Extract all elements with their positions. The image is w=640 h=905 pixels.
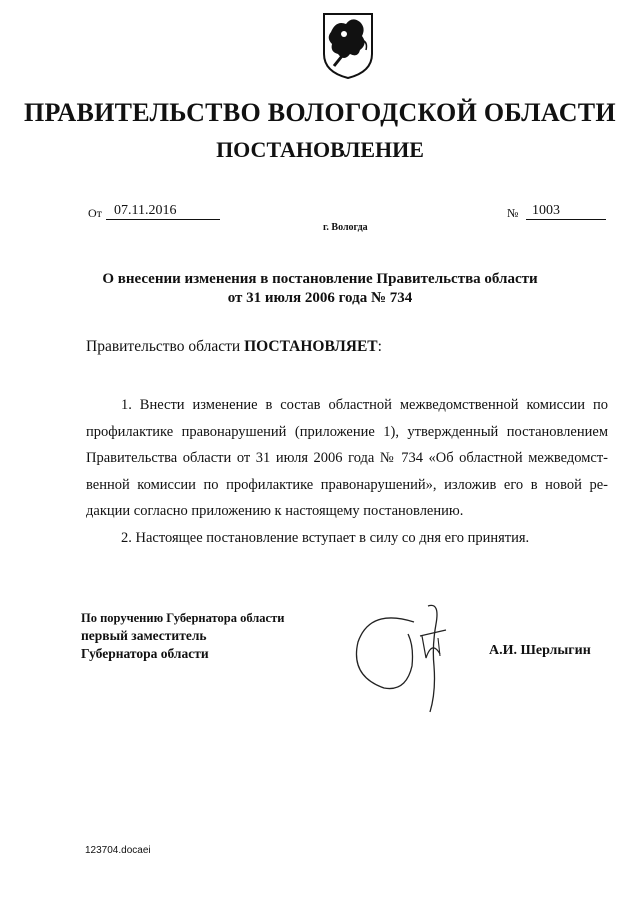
paragraph-2: 2. Настоящее постановление вступает в силу со дня его принятия. bbox=[121, 529, 530, 546]
subject-line-2: от 31 июля 2006 года № 734 bbox=[227, 290, 413, 306]
handwritten-signature bbox=[350, 596, 480, 716]
signatory-line-2: первый заместитель bbox=[81, 628, 207, 643]
number-label: № bbox=[507, 206, 519, 220]
subject-line-1: О внесении изменения в постановление Правительства области bbox=[102, 271, 538, 287]
document-type: ПОСТАНОВЛЕНИЕ bbox=[216, 137, 424, 162]
date-label: От bbox=[88, 206, 102, 220]
paragraph-1-line: венной комиссии по профилактике правонарушений», изложив его в новой ре- bbox=[86, 476, 608, 493]
paragraph-1-line: Правительства области от 31 июля 2006 года № 734 «Об областной межведомст- bbox=[86, 450, 608, 466]
preamble-text: Правительство области bbox=[86, 338, 245, 355]
preamble-emphasis: ПОСТАНОВЛЯЕТ bbox=[244, 338, 378, 355]
signatory-line-3: Губернатора области bbox=[81, 646, 209, 661]
document-body bbox=[86, 392, 608, 551]
signer-name: А.И. Шерлыгин bbox=[489, 643, 591, 658]
signatory-line-1: По поручению Губернатора области bbox=[81, 611, 285, 625]
paragraph-1-line: 1. Внести изменение в состав областной межведомственной комиссии по bbox=[121, 397, 608, 413]
organization-title: ПРАВИТЕЛЬСТВО ВОЛОГОДСКОЙ ОБЛАСТИ bbox=[24, 98, 616, 127]
document-subject bbox=[100, 270, 540, 308]
document-date: 07.11.2016 bbox=[106, 203, 220, 220]
coat-of-arms-icon bbox=[322, 10, 374, 80]
paragraph-1-line: дакции согласно приложению к настоящему постановлению. bbox=[86, 503, 464, 519]
city: г. Вологда bbox=[323, 222, 368, 233]
preamble-suffix: : bbox=[377, 338, 382, 355]
file-reference: 123704.docaei bbox=[85, 845, 151, 856]
signatory-position bbox=[81, 609, 284, 663]
paragraph-1-line: профилактике правонарушений (приложение 1), утвержденный постановлением bbox=[86, 423, 608, 440]
preamble bbox=[86, 338, 382, 356]
document-number: 1003 bbox=[526, 203, 606, 220]
